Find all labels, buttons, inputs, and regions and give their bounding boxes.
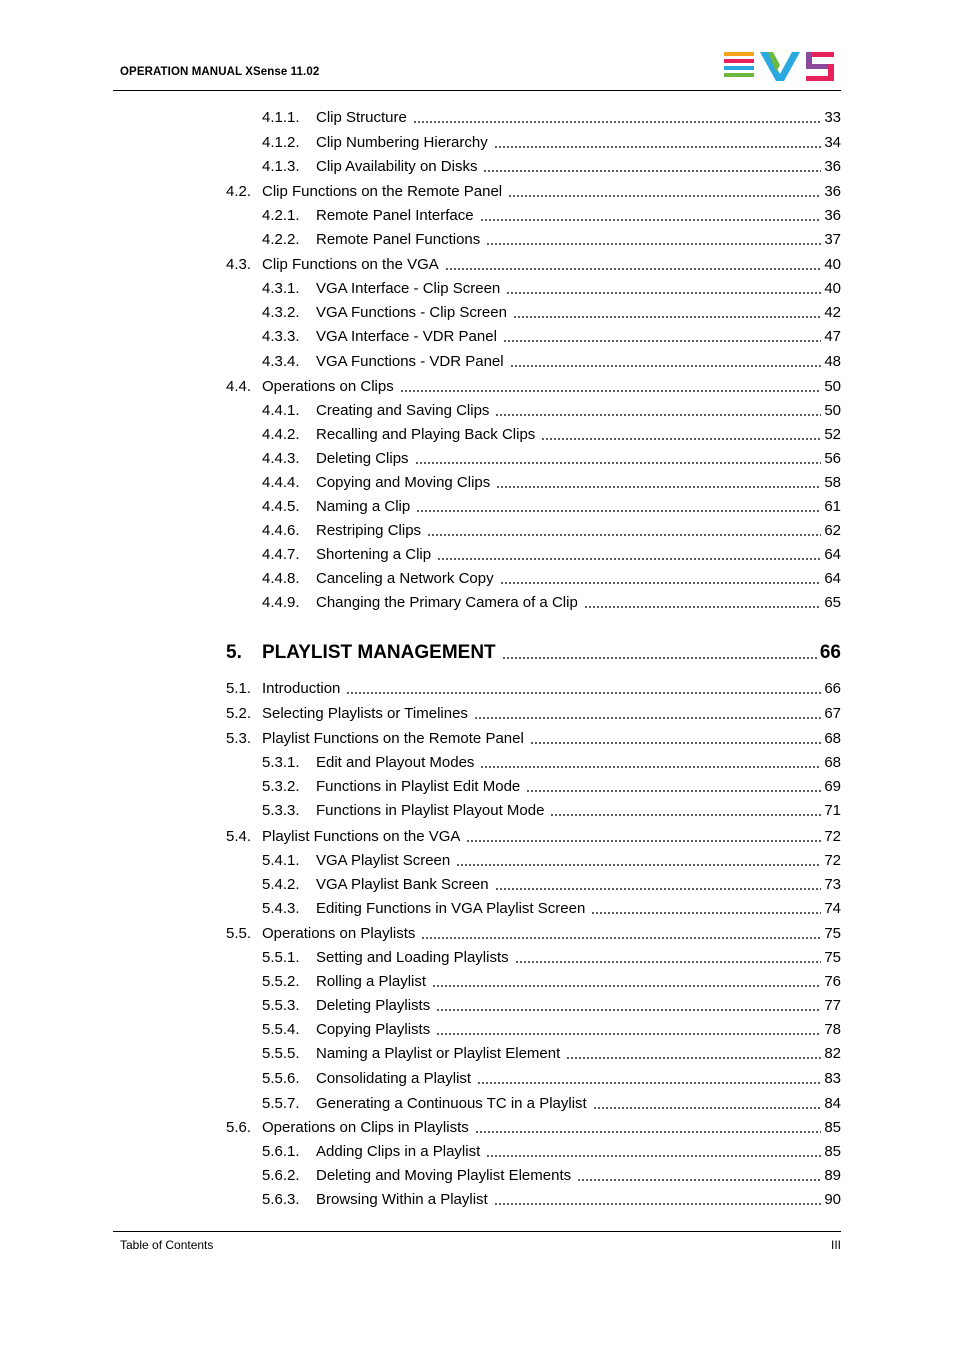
- toc-entry-title: Functions in Playlist Playout Mode: [316, 802, 545, 819]
- toc-entry-title: Remote Panel Functions: [316, 231, 481, 248]
- toc-entry[interactable]: [0, 826, 954, 848]
- toc-entry-number: 5.: [226, 642, 242, 663]
- toc-entry[interactable]: [0, 1189, 954, 1211]
- toc-entry-title: Generating a Continuous TC in a Playlist: [316, 1095, 587, 1112]
- toc-entry-page: 90: [824, 1191, 841, 1208]
- toc-entry-title: VGA Interface - Clip Screen: [316, 280, 501, 297]
- toc-entry-page: 77: [824, 997, 841, 1014]
- toc-entry[interactable]: [0, 592, 954, 614]
- dot-leader: [480, 764, 821, 769]
- toc-entry-number: 5.3.2.: [262, 778, 300, 795]
- toc-entry[interactable]: [0, 472, 954, 494]
- dot-leader: [494, 144, 822, 149]
- toc-entry-number: 4.3.2.: [262, 304, 300, 321]
- toc-entry-number: 4.4.8.: [262, 570, 300, 587]
- toc-entry-page: 52: [824, 426, 841, 443]
- dot-leader: [503, 338, 821, 343]
- dot-leader: [436, 1007, 821, 1012]
- toc-entry-page: 33: [824, 109, 841, 126]
- toc-entry-title: Editing Functions in VGA Playlist Screen: [316, 900, 586, 917]
- dot-leader: [566, 1055, 821, 1060]
- toc-entry-number: 4.4.4.: [262, 474, 300, 491]
- toc-entry-page: 69: [824, 778, 841, 795]
- toc-entry[interactable]: [0, 1165, 954, 1187]
- toc-entry[interactable]: [0, 728, 954, 750]
- toc-entry-title: Edit and Playout Modes: [316, 754, 475, 771]
- toc-entry-title: Shortening a Clip: [316, 546, 432, 563]
- toc-entry-title: Setting and Loading Playlists: [316, 949, 509, 966]
- toc-entry-number: 5.2.: [226, 705, 252, 722]
- toc-entry-page: 34: [824, 134, 841, 151]
- dot-leader: [550, 812, 821, 817]
- toc-chapter-entry[interactable]: [0, 639, 954, 667]
- dot-leader: [591, 910, 821, 915]
- toc-entry[interactable]: [0, 302, 954, 324]
- dot-leader: [432, 983, 821, 988]
- toc-entry-number: 5.5.3.: [262, 997, 300, 1014]
- toc-entry-title: Operations on Playlists: [262, 925, 416, 942]
- toc-entry-page: 68: [824, 754, 841, 771]
- document-header-title: OPERATION MANUAL XSense 11.02: [120, 66, 320, 78]
- toc-entry-page: 67: [824, 705, 841, 722]
- dot-leader: [495, 412, 821, 417]
- toc-entry-title: VGA Interface - VDR Panel: [316, 328, 497, 345]
- toc-entry-title: PLAYLIST MANAGEMENT: [262, 642, 496, 663]
- dot-leader: [526, 788, 821, 793]
- dot-leader: [495, 886, 822, 891]
- toc-entry-page: 68: [824, 730, 841, 747]
- toc-entry-title: Naming a Playlist or Playlist Element: [316, 1045, 561, 1062]
- footer-page-number: III: [830, 1238, 841, 1252]
- toc-entry-title: Functions in Playlist Edit Mode: [316, 778, 521, 795]
- toc-entry-page: 75: [824, 949, 841, 966]
- toc-entry-number: 4.2.: [226, 183, 252, 200]
- toc-entry-page: 64: [824, 546, 841, 563]
- toc-entry-title: Recalling and Playing Back Clips: [316, 426, 536, 443]
- toc-entry[interactable]: [0, 181, 954, 203]
- toc-entry-page: 37: [824, 231, 841, 248]
- dot-leader: [413, 119, 821, 124]
- toc-entry-number: 4.4.9.: [262, 594, 300, 611]
- dot-leader: [445, 266, 822, 271]
- dot-leader: [477, 1080, 821, 1085]
- toc-entry[interactable]: [0, 898, 954, 920]
- toc-entry-number: 4.4.7.: [262, 546, 300, 563]
- dot-leader: [510, 363, 822, 368]
- toc-entry-number: 4.2.1.: [262, 207, 300, 224]
- toc-entry-title: Remote Panel Interface: [316, 207, 474, 224]
- toc-entry-number: 4.4.2.: [262, 426, 300, 443]
- toc-entry-page: 72: [824, 852, 841, 869]
- toc-entry-page: 71: [824, 802, 841, 819]
- toc-entry-page: 50: [824, 378, 841, 395]
- toc-entry-page: 85: [824, 1143, 841, 1160]
- toc-entry[interactable]: [0, 326, 954, 348]
- toc-entry-number: 5.6.1.: [262, 1143, 300, 1160]
- toc-entry-number: 5.6.: [226, 1119, 252, 1136]
- toc-entry-page: 78: [824, 1021, 841, 1038]
- toc-entry-number: 5.4.1.: [262, 852, 300, 869]
- dot-leader: [416, 508, 821, 513]
- toc-entry-page: 62: [824, 522, 841, 539]
- toc-entry-title: Canceling a Network Copy: [316, 570, 494, 587]
- dot-leader: [483, 168, 821, 173]
- dot-leader: [500, 580, 822, 585]
- dot-leader: [513, 314, 821, 319]
- toc-entry-title: Clip Functions on the Remote Panel: [262, 183, 503, 200]
- toc-entry-number: 5.5.5.: [262, 1045, 300, 1062]
- toc-entry[interactable]: [0, 995, 954, 1017]
- toc-entry-number: 4.3.3.: [262, 328, 300, 345]
- toc-entry-number: 5.5.: [226, 925, 252, 942]
- toc-entry-page: 42: [824, 304, 841, 321]
- toc-entry-number: 4.4.3.: [262, 450, 300, 467]
- dot-leader: [400, 388, 822, 393]
- dot-leader: [515, 959, 822, 964]
- toc-entry[interactable]: [0, 703, 954, 725]
- toc-entry[interactable]: [0, 229, 954, 251]
- toc-entry-title: Introduction: [262, 680, 341, 697]
- toc-entry-number: 5.3.1.: [262, 754, 300, 771]
- toc-entry-title: Naming a Clip: [316, 498, 411, 515]
- toc-entry-page: 56: [824, 450, 841, 467]
- dot-leader: [530, 740, 822, 745]
- toc-entry[interactable]: [0, 424, 954, 446]
- toc-entry-title: Clip Structure: [316, 109, 407, 126]
- toc-entry-page: 76: [824, 973, 841, 990]
- toc-entry-page: 84: [824, 1095, 841, 1112]
- toc-entry-number: 5.5.4.: [262, 1021, 300, 1038]
- toc-entry[interactable]: [0, 1068, 954, 1090]
- toc-entry-number: 5.4.2.: [262, 876, 300, 893]
- toc-entry-title: Clip Functions on the VGA: [262, 256, 439, 273]
- dot-leader: [508, 193, 821, 198]
- toc-entry-page: 40: [824, 256, 841, 273]
- toc-entry[interactable]: [0, 1043, 954, 1065]
- toc-entry-page: 58: [824, 474, 841, 491]
- toc-entry-page: 74: [824, 900, 841, 917]
- toc-entry-title: Copying Playlists: [316, 1021, 431, 1038]
- toc-entry[interactable]: [0, 156, 954, 178]
- toc-entry-title: Selecting Playlists or Timelines: [262, 705, 468, 722]
- toc-entry-number: 5.3.: [226, 730, 252, 747]
- toc-entry-page: 50: [824, 402, 841, 419]
- toc-entry-number: 4.4.: [226, 378, 252, 395]
- toc-entry-page: 61: [824, 498, 841, 515]
- dot-leader: [506, 290, 821, 295]
- toc-entry-title: Copying and Moving Clips: [316, 474, 491, 491]
- toc-entry[interactable]: [0, 1141, 954, 1163]
- toc-entry-title: Consolidating a Playlist: [316, 1070, 472, 1087]
- footer-divider: [113, 1231, 841, 1232]
- toc-entry[interactable]: [0, 923, 954, 945]
- toc-entry-page: 48: [824, 353, 841, 370]
- toc-entry[interactable]: [0, 520, 954, 542]
- toc-entry-number: 5.5.7.: [262, 1095, 300, 1112]
- toc-entry-number: 4.4.6.: [262, 522, 300, 539]
- toc-entry[interactable]: [0, 496, 954, 518]
- toc-entry-page: 36: [824, 207, 841, 224]
- toc-entry-number: 5.4.3.: [262, 900, 300, 917]
- toc-entry-number: 4.3.1.: [262, 280, 300, 297]
- toc-entry-title: Adding Clips in a Playlist: [316, 1143, 481, 1160]
- toc-entry-number: 4.1.3.: [262, 158, 300, 175]
- toc-entry-title: Clip Availability on Disks: [316, 158, 478, 175]
- toc-entry-title: Operations on Clips in Playlists: [262, 1119, 469, 1136]
- toc-entry[interactable]: [0, 947, 954, 969]
- toc-entry-page: 66: [819, 642, 841, 663]
- toc-entry[interactable]: [0, 800, 954, 822]
- toc-entry[interactable]: [0, 544, 954, 566]
- toc-entry-title: Deleting Playlists: [316, 997, 431, 1014]
- dot-leader: [502, 655, 817, 660]
- toc-entry-number: 5.5.2.: [262, 973, 300, 990]
- toc-entry[interactable]: [0, 1093, 954, 1115]
- dot-leader: [593, 1105, 822, 1110]
- toc-entry-title: Restriping Clips: [316, 522, 422, 539]
- toc-entry-title: Playlist Functions on the VGA: [262, 828, 461, 845]
- toc-entry[interactable]: [0, 278, 954, 300]
- toc-entry-title: Changing the Primary Camera of a Clip: [316, 594, 578, 611]
- toc-entry[interactable]: [0, 376, 954, 398]
- dot-leader: [474, 715, 821, 720]
- toc-entry-page: 73: [824, 876, 841, 893]
- toc-entry[interactable]: [0, 752, 954, 774]
- dot-leader: [494, 1201, 822, 1206]
- toc-entry-title: Rolling a Playlist: [316, 973, 427, 990]
- toc-entry-number: 4.3.: [226, 256, 252, 273]
- toc-entry-title: VGA Playlist Bank Screen: [316, 876, 489, 893]
- toc-entry-number: 5.6.3.: [262, 1191, 300, 1208]
- toc-entry-title: VGA Playlist Screen: [316, 852, 451, 869]
- toc-entry[interactable]: [0, 1019, 954, 1041]
- toc-entry-title: Deleting Clips: [316, 450, 409, 467]
- dot-leader: [466, 838, 821, 843]
- toc-entry-number: 5.5.6.: [262, 1070, 300, 1087]
- dot-leader: [577, 1177, 821, 1182]
- toc-entry-title: VGA Functions - VDR Panel: [316, 353, 504, 370]
- toc-entry-page: 75: [824, 925, 841, 942]
- toc-entry[interactable]: [0, 678, 954, 700]
- dot-leader: [486, 1153, 821, 1158]
- toc-entry[interactable]: [0, 776, 954, 798]
- toc-entry-number: 5.5.1.: [262, 949, 300, 966]
- dot-leader: [427, 532, 821, 537]
- toc-entry-number: 4.3.4.: [262, 353, 300, 370]
- dot-leader: [475, 1129, 822, 1134]
- toc-entry-number: 5.3.3.: [262, 802, 300, 819]
- dot-leader: [584, 604, 822, 609]
- toc-entry-page: 40: [824, 280, 841, 297]
- toc-entry-page: 64: [824, 570, 841, 587]
- toc-entry-number: 5.4.: [226, 828, 252, 845]
- evs-logo: [724, 52, 836, 82]
- dot-leader: [346, 690, 821, 695]
- toc-entry-page: 83: [824, 1070, 841, 1087]
- footer-section-label: Table of Contents: [120, 1238, 214, 1252]
- dot-leader: [480, 217, 822, 222]
- toc-entry-title: VGA Functions - Clip Screen: [316, 304, 507, 321]
- toc-entry-page: 65: [824, 594, 841, 611]
- toc-entry-title: Operations on Clips: [262, 378, 394, 395]
- toc-entry-page: 36: [824, 183, 841, 200]
- toc-entry[interactable]: [0, 205, 954, 227]
- toc-entry[interactable]: [0, 1117, 954, 1139]
- toc-entry[interactable]: [0, 874, 954, 896]
- dot-leader: [421, 935, 821, 940]
- header-divider: [113, 90, 841, 91]
- toc-entry[interactable]: [0, 132, 954, 154]
- toc-entry[interactable]: [0, 107, 954, 129]
- dot-leader: [496, 484, 821, 489]
- toc-entry[interactable]: [0, 351, 954, 373]
- dot-leader: [436, 1031, 821, 1036]
- toc-entry-number: 4.2.2.: [262, 231, 300, 248]
- toc-entry[interactable]: [0, 254, 954, 276]
- toc-entry-title: Deleting and Moving Playlist Elements: [316, 1167, 572, 1184]
- toc-entry-page: 82: [824, 1045, 841, 1062]
- toc-entry[interactable]: [0, 400, 954, 422]
- toc-entry-title: Creating and Saving Clips: [316, 402, 490, 419]
- toc-entry[interactable]: [0, 448, 954, 470]
- dot-leader: [486, 241, 821, 246]
- dot-leader: [541, 436, 821, 441]
- toc-entry-page: 66: [824, 680, 841, 697]
- toc-entry-title: Clip Numbering Hierarchy: [316, 134, 488, 151]
- toc-entry[interactable]: [0, 568, 954, 590]
- toc-entry-number: 4.4.1.: [262, 402, 300, 419]
- toc-entry-page: 36: [824, 158, 841, 175]
- toc-entry-number: 5.1.: [226, 680, 252, 697]
- toc-entry-title: Playlist Functions on the Remote Panel: [262, 730, 524, 747]
- toc-entry-title: Browsing Within a Playlist: [316, 1191, 488, 1208]
- toc-entry-number: 5.6.2.: [262, 1167, 300, 1184]
- dot-leader: [437, 556, 821, 561]
- toc-entry-page: 72: [824, 828, 841, 845]
- toc-entry-page: 89: [824, 1167, 841, 1184]
- toc-entry[interactable]: [0, 850, 954, 872]
- toc-entry[interactable]: [0, 971, 954, 993]
- toc-entry-number: 4.1.1.: [262, 109, 300, 126]
- toc-entry-page: 85: [824, 1119, 841, 1136]
- dot-leader: [456, 862, 821, 867]
- dot-leader: [415, 460, 822, 465]
- toc-entry-number: 4.1.2.: [262, 134, 300, 151]
- toc-entry-number: 4.4.5.: [262, 498, 300, 515]
- toc-entry-page: 47: [824, 328, 841, 345]
